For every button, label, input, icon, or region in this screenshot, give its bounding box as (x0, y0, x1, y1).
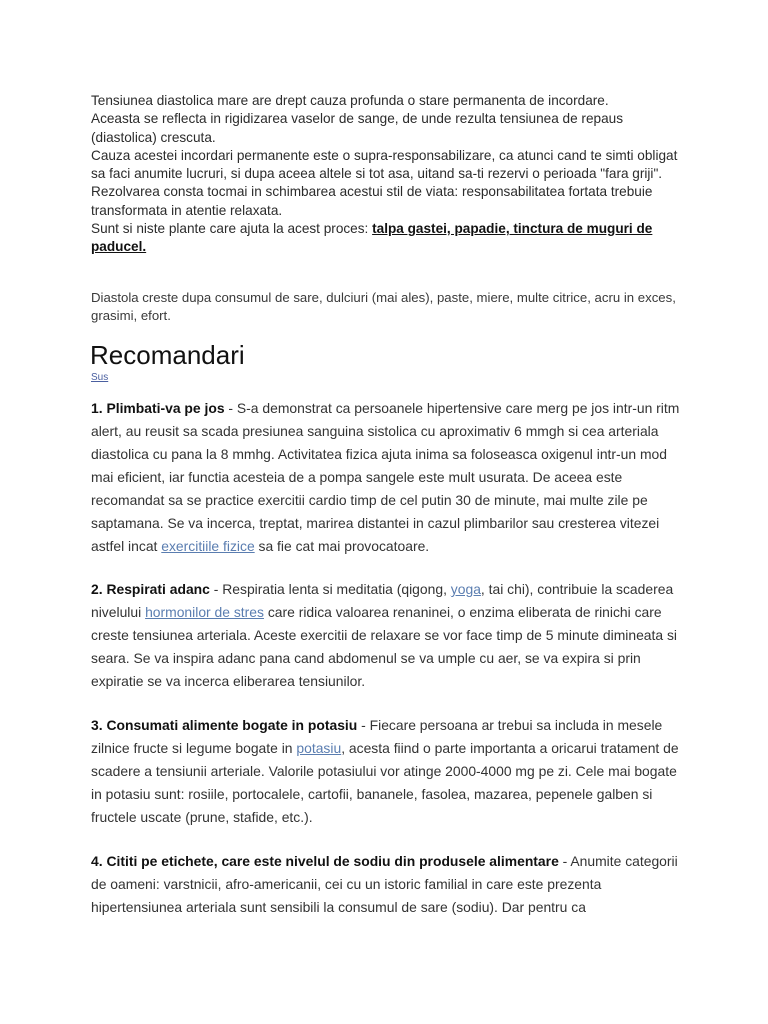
item-text: - S-a demonstrat ca persoanele hipertensive care merg pe jos intr-un ritm alert, au reusit sa scada presiunea sanguina sistolica cu aproximativ 6 mmgh si cea arteriala diastolica cu pana la 8 mmhg. Activitatea fizica ajuta inima sa foloseasca oxigenul intr-un mod mai eficient, iar functia acesteia de a pompa sangele este mult usurata. De aceea este recomandat sa se practice exercitii cardio timp de cel putin 30 de minute, mai multe zile pe saptamana. Se va incerca, treptat, marirea distantei in cazul plimbarilor sau cresterea vitezei astfel incat (91, 400, 680, 554)
item-text: - Fiecare persoana ar trebui sa includa in mesele zilnice fructe si legume bogate in (91, 717, 663, 756)
potasiu-link[interactable]: potasiu (296, 740, 342, 756)
intro-line: Aceasta se reflecta in rigidizarea vaselor de sange, de unde rezulta tensiunea de repaus (diastolica) crescuta. (91, 111, 624, 145)
plants-prefix: Sunt si niste plante care ajuta la acest proces: (91, 221, 373, 237)
hormoni-stres-link[interactable]: hormonilor de stres (145, 604, 264, 620)
item-text: care ridica valoarea renaninei, o enzima eliberata de rinichi care creste tensiunea arteriala. Aceste exercitii de relaxare se vor face timp de 5 minute dimineata si seara. Se va inspira adanc pana cand abdomenul se va umple cu aer, se va expira si prin expiratie se va incerca eliberarea tensiunilor. (91, 604, 678, 689)
section-title: Recomandari (90, 340, 245, 370)
item-text: , tai chi), contribuie la scaderea nivelului (91, 581, 674, 620)
plants-line (91, 220, 691, 257)
item-title: 4. Cititi pe etichete, care este nivelul de sodiu din produsele alimentare (91, 853, 559, 869)
yoga-link[interactable]: yoga (450, 581, 481, 597)
exercitii-fizice-link[interactable]: exercitiile fizice (161, 538, 255, 554)
item-text: - Anumite categorii de oameni: varstnicii, afro-americanii, cei cu un istoric familial in care este prezenta hipertensiunea arteriala sunt sensibili la consumul de sare (sodiu). Dar pentru ca (91, 853, 678, 915)
plants-list: talpa gastei, papadie, tinctura de muguri de paducel. (91, 221, 653, 255)
back-to-top-link[interactable]: Sus (91, 372, 109, 383)
item-title: 2. Respirati adanc (91, 581, 210, 597)
item-title: 3. Consumati alimente bogate in potasiu (91, 717, 358, 733)
intro-line: Cauza acestei incordari permanente este o supra-responsabilizare, ca atunci cand te simti obligat sa faci anumite lucruri, si dupa aceea altele si tot asa, uitand sa-ti rezervi o perioada "fara griji". (91, 147, 678, 182)
item-text: sa fie cat mai provocatoare. (254, 538, 430, 554)
item-title: 1. Plimbati-va pe jos (91, 400, 225, 416)
recommendation-item-3 (91, 714, 681, 829)
intro-paragraph (91, 92, 691, 257)
item-text: , acesta fiind o parte importanta a oricarui tratament de scadere a tensiunii arteriale. Valorile potasiului vor atinge 2000-4000 mg pe zi. Cele mai bogate in potasiu sunt: rosiile, portocalele, cartofii, bananele, fasolea, mazarea, pepenele galben si fructele uscate (prune, stafide, etc.). (91, 740, 679, 825)
intro-line: Tensiunea diastolica mare are drept cauza profunda o stare permanenta de incordare. (91, 93, 609, 108)
recommendation-item-2 (91, 578, 681, 693)
diastola-note: Diastola creste dupa consumul de sare, dulciuri (mai ales), paste, miere, multe citrice, acru in exces, grasimi, efort. (91, 290, 676, 324)
item-text: - Respiratia lenta si meditatia (qigong, (209, 581, 451, 597)
recommendation-item-1 (91, 397, 681, 558)
intro-line: Rezolvarea consta tocmai in schimbarea acestui stil de viata: responsabilitatea fortata trebuie transformata in atentie relaxata. (91, 184, 653, 218)
recommendation-item-4 (91, 850, 681, 919)
